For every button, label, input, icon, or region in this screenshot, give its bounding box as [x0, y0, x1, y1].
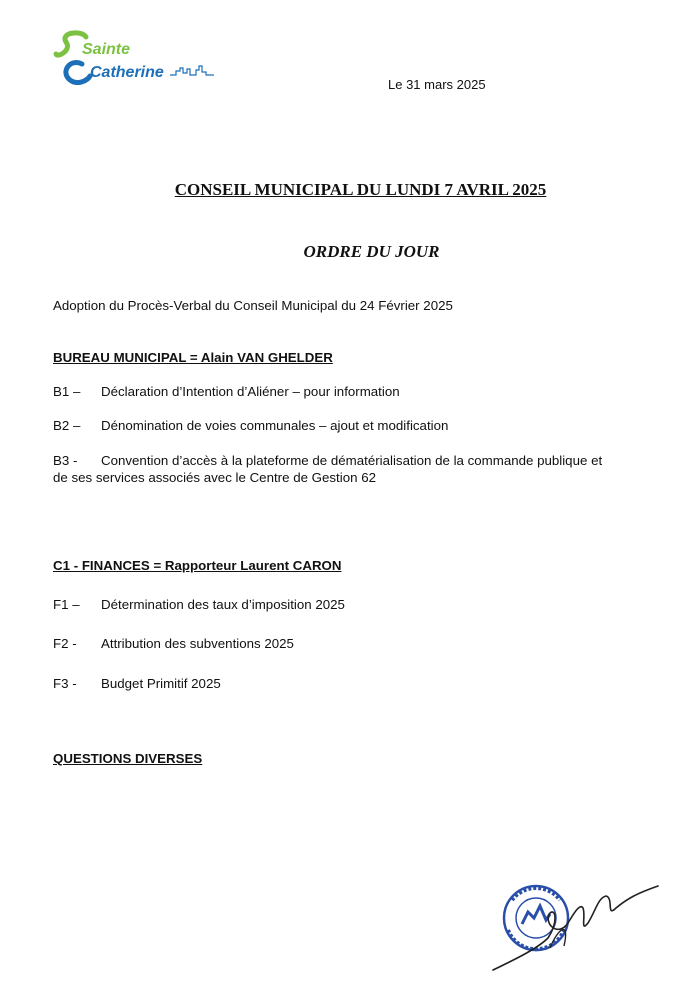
section-heading-finances: C1 - FINANCES = Rapporteur Laurent CARON	[53, 558, 342, 573]
agenda-item-f1	[53, 596, 673, 613]
item-text-continued: de ses services associés avec le Centre de Gestion 62	[53, 470, 376, 485]
intro-text: Adoption du Procès-Verbal du Conseil Municipal du 24 Février 2025	[53, 298, 453, 313]
agenda-item-f3	[53, 675, 673, 692]
agenda-item-b3	[53, 452, 673, 486]
svg-text:Catherine: Catherine	[90, 64, 164, 81]
item-code: B1 –	[53, 384, 81, 399]
item-code: F1 –	[53, 597, 80, 612]
item-text: Convention d’accès à la plateforme de dématérialisation de la commande publique et	[101, 453, 603, 468]
item-text: Attribution des subventions 2025	[101, 636, 294, 651]
item-code: F2 -	[53, 636, 77, 651]
stamp-and-signature	[488, 878, 668, 978]
item-text: Dénomination de voies communales – ajout et modification	[101, 418, 449, 433]
item-code: B2 –	[53, 418, 81, 433]
agenda-item-b1	[53, 383, 673, 400]
item-code: F3 -	[53, 676, 77, 691]
item-text: Détermination des taux d’imposition 2025	[101, 597, 345, 612]
sainte-catherine-logo	[52, 28, 220, 90]
agenda-item-b2	[53, 417, 673, 434]
document-title: CONSEIL MUNICIPAL DU LUNDI 7 AVRIL 2025	[174, 180, 547, 199]
section-heading-bureau: BUREAU MUNICIPAL = Alain VAN GHELDER	[53, 350, 333, 365]
item-text: Budget Primitif 2025	[101, 676, 221, 691]
handwritten-signature-icon	[493, 886, 658, 970]
item-text: Déclaration d’Intention d’Aliéner – pour information	[101, 384, 400, 399]
questions-diverses-heading: QUESTIONS DIVERSES	[53, 751, 203, 766]
item-code: B3 -	[53, 453, 78, 468]
agenda-item-f2	[53, 635, 673, 652]
svg-text:Sainte: Sainte	[82, 41, 131, 58]
document-date: Le 31 mars 2025	[388, 77, 486, 92]
municipal-seal-stamp-icon	[504, 886, 568, 950]
document-subtitle: ORDRE DU JOUR	[303, 242, 440, 261]
